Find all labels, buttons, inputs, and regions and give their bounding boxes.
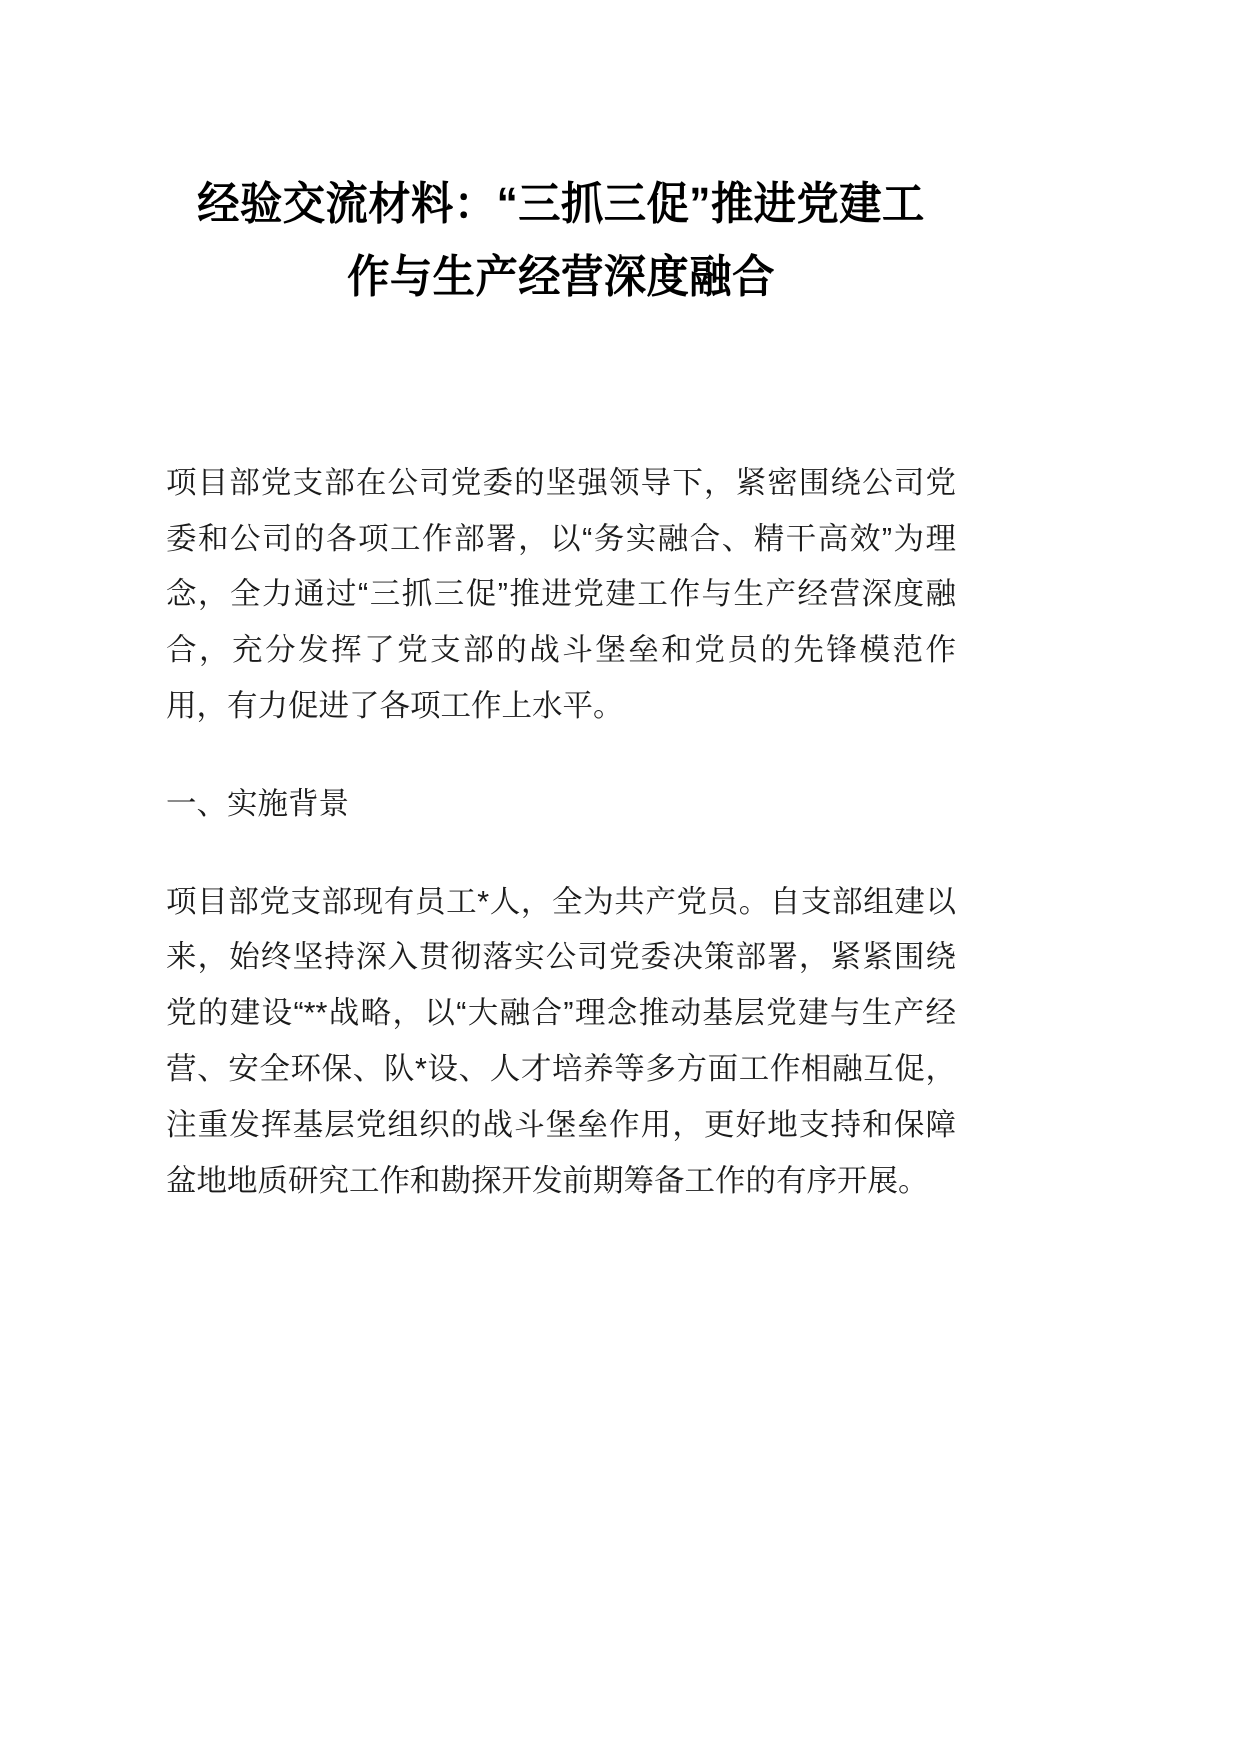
page-title-line-2: 作与生产经营深度融合 bbox=[347, 250, 775, 302]
title-body-spacer bbox=[166, 314, 956, 456]
page-title-line-1: 经验交流材料：“三抓三促”推进党建工 bbox=[197, 178, 925, 229]
intro-paragraph: 项目部党支部在公司党委的坚强领导下，紧密围绕公司党委和公司的各项工作部署，以“务实融合、精干高效”为理念，全力通过“三抓三促”推进党建工作与生产经营深度融合，充分发挥了党支部的战斗堡垒和党员的先锋模范作用，有力促进了各项工作上水平。 bbox=[166, 465, 956, 724]
section-heading-1: 一、实施背景 bbox=[166, 786, 349, 821]
background-paragraph: 项目部党支部现有员工*人，全为共产党员。自支部组建以来，始终坚持深入贯彻落实公司党委决策部署，紧紧围绕党的建设“**战略，以“大融合”理念推动基层党建与生产经营、安全环保、队*设、人才培养等多方面工作相融互促，注重发挥基层党组织的战斗堡垒作用，更好地支持和保障盆地地质研究工作和勘探开发前期筹备工作的有序开展。 bbox=[166, 884, 956, 1198]
page-title bbox=[190, 0, 933, 314]
document-content-column bbox=[166, 0, 956, 1210]
